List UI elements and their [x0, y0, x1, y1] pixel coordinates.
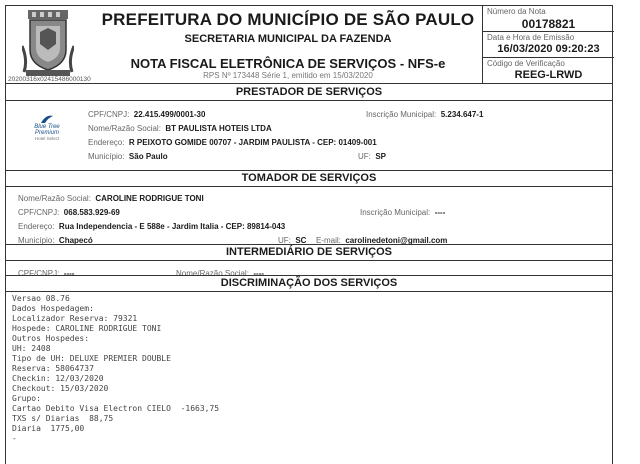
tomador-end-label: Endereço: — [18, 222, 55, 231]
tomador-end-value: Rua Independencia - E 588e - Jardim Italia - CEP: 89814-043 — [58, 222, 286, 231]
numero-label: Número da Nota — [487, 7, 546, 16]
rps-line: RPS Nº 173448 Série 1, emitido em 15/03/2020 — [203, 71, 373, 80]
tomador-im-label: Inscrição Municipal: — [360, 208, 431, 217]
prestador-uf-label: UF: — [358, 152, 371, 161]
tomador-cpf-label: CPF/CNPJ: — [18, 208, 60, 217]
discriminacao-line: UH: 2408 — [12, 344, 51, 353]
tomador-section-title: TOMADOR DE SERVIÇOS — [241, 172, 377, 184]
tomador-mun-value: Chapecó — [58, 236, 93, 245]
prestador-nome-label: Nome/Razão Social: — [88, 124, 161, 133]
document-title: NOTA FISCAL ELETRÔNICA DE SERVIÇOS - NFS-e — [130, 56, 446, 71]
discriminacao-line: Checkout: 15/03/2020 — [12, 384, 109, 393]
discriminacao-line: Versao 08.76 — [12, 294, 70, 303]
prestador-im-label: Inscrição Municipal: — [366, 110, 437, 119]
prestador-nome-value: BT PAULISTA HOTEIS LTDA — [165, 124, 272, 133]
intermediario-section-title: INTERMEDIÁRIO DE SERVIÇOS — [225, 246, 393, 258]
tomador-cpf-value: 068.583.929-69 — [63, 208, 120, 217]
intermediario-nome-label: Nome/Razão Social: — [176, 269, 249, 278]
prestador-uf-value: SP — [375, 152, 387, 161]
tomador-nome-value: CAROLINE RODRIGUE TONI — [95, 194, 204, 203]
intermediario-cpf-value: ---- — [63, 269, 75, 278]
tomador-im-value: ---- — [434, 208, 446, 217]
logo-line3: Hotel Select — [34, 136, 60, 141]
tomador-nome-label: Nome/Razão Social: — [18, 194, 91, 203]
barcode-text: 20200316x02415486000130 — [8, 76, 91, 83]
numero-value: 00178821 — [521, 17, 576, 31]
tomador-uf-value: SC — [295, 236, 307, 245]
discriminacao-line: Diaria 1775,00 — [12, 424, 85, 433]
discriminacao-line: Tipo de UH: DELUXE PREMIER DOUBLE — [12, 354, 171, 363]
discriminacao-line: Checkin: 12/03/2020 — [12, 374, 104, 383]
intermediario-cpf-label: CPF/CNPJ: — [18, 269, 60, 278]
prestador-section-title: PRESTADOR DE SERVIÇOS — [235, 86, 383, 98]
discriminacao-line: Grupo: — [12, 394, 41, 403]
secretaria-title: SECRETARIA MUNICIPAL DA FAZENDA — [184, 33, 392, 45]
prestador-mun-label: Município: — [88, 152, 125, 161]
codigo-label: Código de Verificação — [487, 59, 565, 68]
tomador-email-label: E-mail: — [316, 236, 341, 245]
tomador-mun-label: Município: — [18, 236, 55, 245]
prestador-cpf-value: 22.415.499/0001-30 — [133, 110, 206, 119]
meta-box — [482, 6, 614, 83]
prestador-end-value: R PEIXOTO GOMIDE 00707 - JARDIM PAULISTA - CEP: 01409-001 — [128, 138, 377, 147]
discriminacao-line: Cartao Debito Visa Electron CIELO -1663,75 — [12, 404, 220, 413]
discriminacao-line: TXS s/ Diarias 88,75 — [12, 414, 114, 423]
page-title: PREFEITURA DO MUNICÍPIO DE SÃO PAULO — [101, 10, 475, 29]
discriminacao-text — [12, 294, 219, 444]
discriminacao-line: Reserva: 58064737 — [12, 364, 94, 373]
data-label: Data e Hora de Emissão — [487, 33, 575, 42]
prestador-logo — [30, 114, 64, 154]
nfse-document — [5, 5, 613, 464]
logo-line1: Blue Tree — [34, 124, 60, 130]
prestador-mun-value: São Paulo — [128, 152, 168, 161]
discriminacao-line: - — [12, 434, 17, 443]
codigo-value: REEG-LRWD — [514, 69, 583, 81]
prestador-cpf-label: CPF/CNPJ: — [88, 110, 130, 119]
tomador-uf-label: UF: — [278, 236, 291, 245]
discriminacao-line: Localizador Reserva: 79321 — [12, 314, 138, 323]
data-value: 16/03/2020 09:20:23 — [497, 43, 600, 55]
logo-line2: Premium — [34, 130, 59, 136]
city-coat-of-arms — [22, 10, 74, 78]
discriminacao-line: Outros Hospedes: — [12, 334, 90, 343]
discriminacao-section-title: DISCRIMINAÇÃO DOS SERVIÇOS — [220, 277, 398, 289]
tomador-email-value: carolinedetoni@gmail.com — [345, 236, 448, 245]
discriminacao-line: Dados Hospedagem: — [12, 304, 94, 313]
prestador-im-value: 5.234.647-1 — [440, 110, 484, 119]
intermediario-nome-value: ---- — [253, 269, 265, 278]
discriminacao-line: Hospede: CAROLINE RODRIGUE TONI — [12, 324, 162, 333]
prestador-end-label: Endereço: — [88, 138, 125, 147]
